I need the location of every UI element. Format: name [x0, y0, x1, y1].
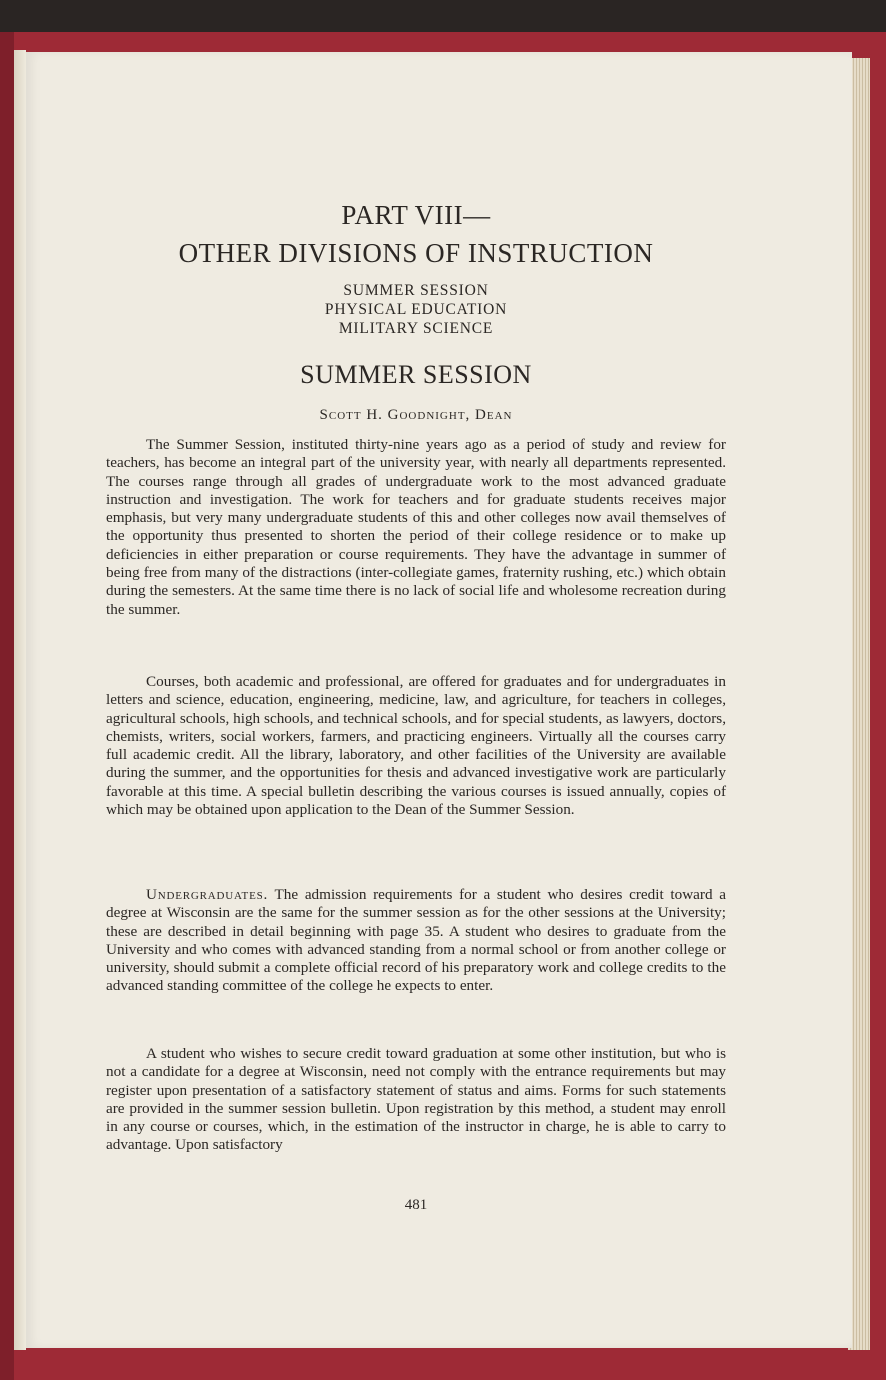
book-page — [26, 52, 852, 1348]
paragraph-undergraduates — [106, 886, 726, 996]
subheading-summer-session: SUMMER SESSION — [343, 282, 489, 299]
paragraph-undergraduates-body: The admission requirements for a student who desires credit toward a degree at Wisconsin are the same for the summer session as for the other sessions at the University; these are described in detail beginning with page 35. A student who desires to graduate from the University and who comes with advanced standing from a normal school or from another college or university, should submit a complete official record of his preparatory work and college credits to the advanced standing committee of the college he expects to enter. — [106, 886, 726, 995]
part-title: PART VIII— — [341, 200, 491, 230]
subheading-physical-education: PHYSICAL EDUCATION — [324, 301, 508, 318]
paragraph-other-institution: A student who wishes to secure credit toward graduation at some other institution, but who is not a candidate for a degree at Wisconsin, need not comply with the entrance requirements but may register upon presentation of a satisfactory statement of status and aims. Forms for such statements are provided in the summer session bulletin. Upon registration by this method, a student may enroll in any course or courses, which, in the estimation of the instructor in charge, he is able to carry to advantage. Upon satisfactory — [106, 1045, 726, 1154]
part-subtitle: OTHER DIVISIONS OF INSTRUCTION — [178, 238, 654, 268]
paragraph-courses: Courses, both academic and professional, are offered for graduates and for undergraduates in letters and science, education, engineering, medicine, law, and agriculture, for teachers in colleges, agricultural schools, high schools, and technical schools, and for special students, as lawyers, doctors, chemists, writers, social workers, farmers, and practicing engineers. Virtually all the courses carry full academic credit. All the library, laboratory, and other facilities of the University are available during the summer, and the opportunities for thesis and advanced investigative work are particularly favorable at this time. A special bulletin describing the various courses is issued annually, copies of which may be obtained upon application to the Dean of the Summer Session. — [106, 673, 726, 819]
dean-byline: Scott H. Goodnight, Dean — [319, 407, 513, 423]
paragraph-introduction: The Summer Session, instituted thirty-nine years ago as a period of study and review for teachers, has become an integral part of the university year, with nearly all departments represented. The courses range through all grades of undergraduate work to the most advanced graduate instruction and investigation. The work for teachers and for graduate students receives major emphasis, but very many undergraduate students of this and other colleges now avail themselves of the opportunity thus presented to shorten the period of their college residence or to make up deficiencies in either preparation or course requirements. They have the advantage in summer of being free from many of the distractions (inter-collegiate games, fraternity rushing, etc.) which obtain during the semesters. At the same time there is no lack of social life and wholesome recreation during the summer. — [106, 436, 726, 618]
page-number: 481 — [404, 1197, 428, 1213]
book-spine-edge — [0, 32, 14, 1380]
paragraph-lead-undergraduates: Undergraduates. — [146, 886, 269, 903]
subheading-military-science: MILITARY SCIENCE — [338, 320, 494, 337]
facing-page-edge — [14, 50, 26, 1350]
section-title: SUMMER SESSION — [300, 360, 532, 389]
